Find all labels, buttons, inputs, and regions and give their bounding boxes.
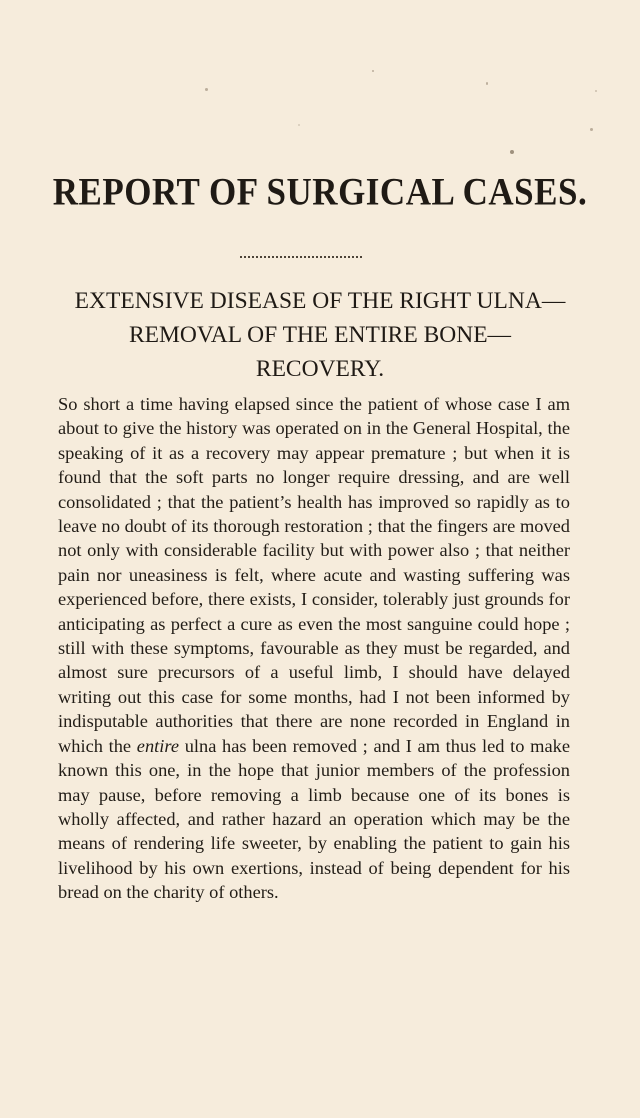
article-title-line: REMOVAL OF THE ENTIRE BONE— — [128, 322, 512, 348]
paper-speck — [590, 128, 593, 131]
paper-speck — [205, 88, 208, 91]
running-header: REPORT OF SURGICAL CASES. — [52, 170, 588, 214]
paper-speck — [372, 70, 374, 72]
article-title — [60, 284, 580, 386]
body-paragraph — [58, 392, 570, 905]
italic-word: entire — [136, 735, 180, 756]
article-title-line: RECOVERY. — [255, 356, 385, 382]
paper-speck — [298, 124, 300, 126]
body-text-part: ulna has been removed ; and I am thus led to make known this one, in the hope that junior members of the profession may pause, before removing a limb because one of its bones is wholly affected, and rather hazard an operation which may be the means of rendering life sweeter, by enabling the patient to gain his livelihood by his own exertions, instead of being dependent for his bread on the charity of others. — [58, 735, 571, 903]
dotted-rule — [240, 256, 362, 258]
paper-speck — [486, 82, 488, 85]
article-title-line: EXTENSIVE DISEASE OF THE RIGHT ULNA— — [74, 288, 566, 314]
paper-speck — [510, 150, 514, 154]
body-text-part: So short a time having elapsed since the patient of whose case I am about to give the history was operated on in the General Hospital, the speaking of it as a recovery may appear premature ; but when it is found that the soft parts no longer require dressing, and are well consolidated ; that the patient’s health has improved so rapidly as to leave no doubt of its thorough restoration ; that the fingers are moved not only with considerable facility but with power also ; that neither pain nor uneasiness is felt, where acute and wasting suffering was experienced before, there exists, I consider, tolerably just grounds for anticipating as perfect a cure as even the most sanguine could hope ; still with these symptoms, favourable as they must be regarded, and almost sure precursors of a useful limb, I should have delayed writing out this case for some months, had I not been informed by indisputable authorities that there are none recorded in England in which the — [58, 394, 570, 756]
paper-speck — [595, 90, 597, 92]
